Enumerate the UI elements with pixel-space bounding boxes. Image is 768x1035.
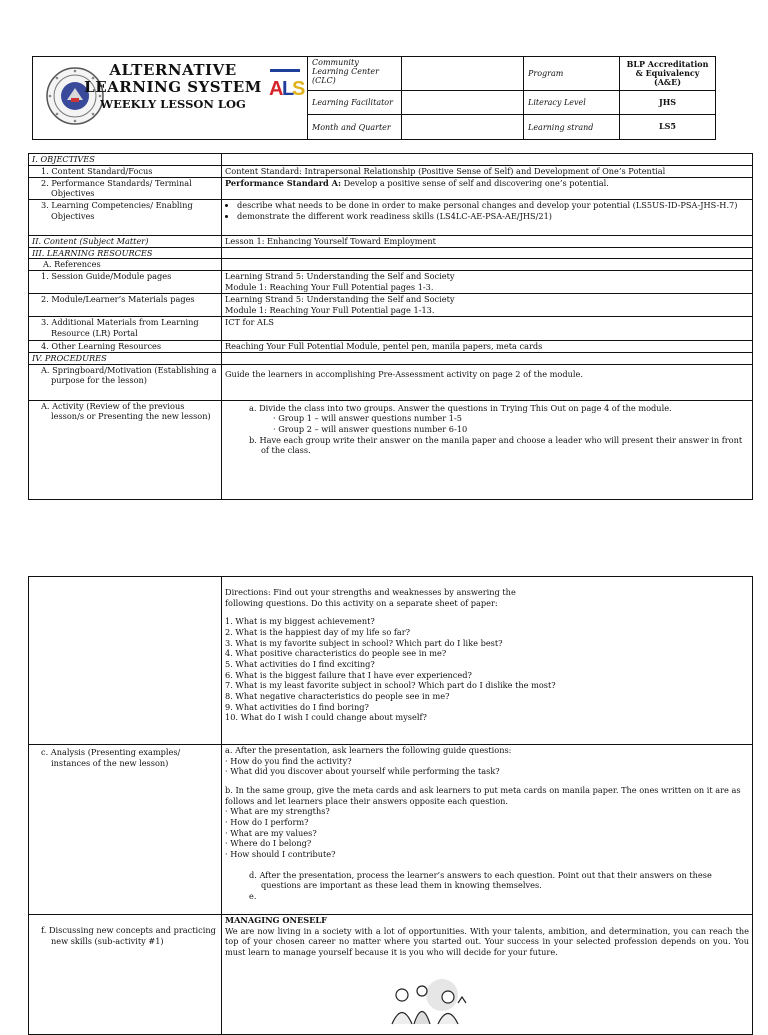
literacy-value[interactable]: JHS bbox=[620, 91, 715, 115]
table-row bbox=[29, 199, 753, 235]
discussing-heading: MANAGING ONESELF bbox=[225, 915, 327, 925]
table-row bbox=[29, 293, 753, 316]
directions-line2: following questions. Do this activity on a separate sheet of paper: bbox=[225, 597, 498, 608]
module-line2: Module 1: Reaching Your Full Potential page 1-13. bbox=[225, 304, 435, 315]
question-item: 10. What do I wish I could change about myself? bbox=[225, 712, 427, 723]
table-row bbox=[29, 577, 753, 745]
als-logo-letter-s: S bbox=[292, 78, 306, 100]
table-row bbox=[29, 270, 753, 293]
performance-standard-text: Develop a positive sense of self and discovering one’s potential. bbox=[340, 177, 609, 188]
table-row bbox=[29, 352, 753, 364]
content-standard-value: Content Standard: Intrapersonal Relationship (Positive Sense of Self) and Development of One’s Potential bbox=[222, 165, 753, 177]
program-label: Program bbox=[524, 57, 620, 91]
table-row bbox=[29, 247, 753, 259]
content-label: II. Content (Subject Matter) bbox=[29, 235, 222, 247]
procedures-blank bbox=[222, 352, 753, 364]
discussing-label: f. Discussing new concepts and practicing new skills (sub-activity #1) bbox=[29, 915, 222, 1035]
header-subtitle: WEEKLY LESSON LOG bbox=[100, 97, 246, 111]
als-logo-letter-a: A bbox=[269, 78, 284, 100]
header-title-line1: ALTERNATIVE bbox=[109, 61, 237, 79]
analysis-item-b: b. In the same group, give the meta cards and ask learners to put meta cards on manila paper. The ones written on it are as follows and let learners place their answers opposite each question. bbox=[225, 784, 741, 806]
strand-label: Learning strand bbox=[524, 115, 620, 139]
activity-item-a: a. Divide the class into two groups. Answer the questions in Trying This Out on page 4 of the module. bbox=[249, 402, 672, 413]
table-row bbox=[29, 235, 753, 247]
springboard-label: A. Springboard/Motivation (Establishing a purpose for the lesson) bbox=[29, 364, 222, 400]
analysis-b-question: · Where do I belong? bbox=[225, 838, 312, 849]
content-standard-label: 1. Content Standard/Focus bbox=[29, 165, 222, 177]
table-row bbox=[29, 165, 753, 177]
other-resources-label: 4. Other Learning Resources bbox=[29, 340, 222, 352]
other-resources-value: Reaching Your Full Potential Module, pentel pen, manila papers, meta cards bbox=[222, 340, 753, 352]
activity-value bbox=[222, 400, 753, 499]
objectives-header: I. OBJECTIVES bbox=[29, 154, 222, 166]
facilitator-value[interactable] bbox=[402, 91, 524, 115]
directions-line1: Directions: Find out your strengths and weaknesses by answering the bbox=[225, 587, 516, 597]
competency-item-1: • describe what needs to be done in order to make personal changes and develop your potential (LS5US-ID-PSA-JHS-H.7) bbox=[237, 200, 749, 211]
analysis-value bbox=[222, 745, 753, 915]
directions-label-blank bbox=[29, 577, 222, 745]
analysis-item-a: a. After the presentation, ask learners the following guide questions: bbox=[225, 745, 512, 755]
question-item: 9. What activities do I find boring? bbox=[225, 701, 369, 712]
activity-label: A. Activity (Review of the previous lesson/s or Presenting the new lesson) bbox=[29, 400, 222, 499]
competencies-label: 3. Learning Competencies/ Enabling Objectives bbox=[29, 199, 222, 235]
resources-blank bbox=[222, 247, 753, 259]
lesson-log-table-1 bbox=[28, 153, 753, 500]
table-row bbox=[29, 177, 753, 199]
session-guide-label: 1. Session Guide/Module pages bbox=[29, 270, 222, 293]
competency-item-2: • demonstrate the different work readiness skills (LS4LC-AE-PSA-AE/JHS/21) bbox=[237, 211, 749, 222]
additional-materials-label: 3. Additional Materials from Learning Resource (LR) Portal bbox=[29, 316, 222, 340]
table-row bbox=[29, 154, 753, 166]
month-value[interactable] bbox=[402, 115, 524, 139]
als-logo-letter-l: L bbox=[282, 78, 295, 100]
header-info-grid bbox=[308, 57, 715, 139]
lesson-log-header bbox=[32, 56, 716, 140]
literacy-label: Literacy Level bbox=[524, 91, 620, 115]
activity-group-2: · Group 2 – will answer questions number 6-10 bbox=[273, 423, 468, 434]
als-logo-icon bbox=[268, 65, 304, 101]
table-row bbox=[29, 745, 753, 915]
table-row bbox=[29, 259, 753, 271]
activity-list bbox=[225, 403, 749, 456]
performance-standard-value bbox=[222, 177, 753, 199]
references-label: A. References bbox=[29, 259, 222, 271]
analysis-a-question: · What did you discover about yourself while performing the task? bbox=[225, 766, 500, 777]
module-label: 2. Module/Learner’s Materials pages bbox=[29, 293, 222, 316]
session-guide-line1: Learning Strand 5: Understanding the Self and Society bbox=[225, 270, 455, 281]
analysis-b-question: · What are my values? bbox=[225, 827, 317, 838]
question-item: 2. What is the happiest day of my life so far? bbox=[225, 626, 411, 637]
springboard-value: Guide the learners in accomplishing Pre-Assessment activity on page 2 of the module. bbox=[222, 364, 753, 400]
lesson-log-table-2 bbox=[28, 576, 753, 1035]
question-item: 6. What is the biggest failure that I have ever experienced? bbox=[225, 669, 472, 680]
activity-group-1: · Group 1 – will answer questions number 1-5 bbox=[273, 413, 462, 424]
discussing-body: We are now living in a society with a lot of opportunities. With your talents, ambition, and determination, you can reach the top of your chosen career no matter where you started out. Your success in your selected profession depends on you. You must learn to manage yourself because it is you who will decide for your future. bbox=[225, 925, 749, 957]
people-illustration-icon bbox=[362, 981, 480, 1024]
table-row bbox=[29, 316, 753, 340]
module-value bbox=[222, 293, 753, 316]
analysis-b-question: · How do I perform? bbox=[225, 816, 309, 827]
clc-label: Community Learning Center (CLC) bbox=[308, 57, 402, 91]
resources-label: III. LEARNING RESOURCES bbox=[29, 247, 222, 259]
question-item: 8. What negative characteristics do people see in me? bbox=[225, 690, 450, 701]
content-value: Lesson 1: Enhancing Yourself Toward Employment bbox=[222, 235, 753, 247]
analysis-b-question: · What are my strengths? bbox=[225, 806, 330, 817]
clc-value[interactable] bbox=[402, 57, 524, 91]
question-item: 4. What positive characteristics do people see in me? bbox=[225, 648, 447, 659]
additional-materials-value: ICT for ALS bbox=[222, 316, 753, 340]
competencies-list bbox=[225, 200, 749, 221]
question-item: 5. What activities do I find exciting? bbox=[225, 658, 375, 669]
performance-standard-bold: Performance Standard A: bbox=[225, 177, 341, 188]
header-title-line2: LEARNING SYSTEM bbox=[84, 78, 262, 96]
analysis-item-e: e. bbox=[249, 890, 257, 901]
analysis-label: c. Analysis (Presenting examples/ instances of the new lesson) bbox=[29, 745, 222, 915]
discussing-value bbox=[222, 915, 753, 1035]
session-guide-value bbox=[222, 270, 753, 293]
objectives-blank bbox=[222, 154, 753, 166]
procedures-label: IV. PROCEDURES bbox=[29, 352, 222, 364]
module-line1: Learning Strand 5: Understanding the Self and Society bbox=[225, 293, 455, 304]
performance-standard-label: 2. Performance Standards/ Terminal Objectives bbox=[29, 177, 222, 199]
strand-value[interactable]: LS5 bbox=[659, 121, 676, 132]
references-blank bbox=[222, 259, 753, 271]
analysis-a-question: · How do you find the activity? bbox=[225, 755, 352, 766]
table-row bbox=[29, 400, 753, 499]
question-item: 7. What is my least favorite subject in school? Which part do I dislike the most? bbox=[225, 680, 556, 691]
analysis-item-d: d. After the presentation, process the learner’s answers to each question. Point out that their answers on these questions are important as these lead them in knowing themselves. bbox=[249, 869, 712, 891]
question-item: 3. What is my favorite subject in school? Which part do I like best? bbox=[225, 637, 503, 648]
facilitator-label: Learning Facilitator bbox=[308, 91, 402, 115]
table-row bbox=[29, 364, 753, 400]
program-value[interactable]: BLP Accreditation & Equivalency (A&E) bbox=[620, 57, 715, 91]
analysis-b-question: · How should I contribute? bbox=[225, 848, 336, 859]
session-guide-line2: Module 1: Reaching Your Full Potential pages 1-3. bbox=[225, 281, 434, 292]
question-item: 1. What is my biggest achievement? bbox=[225, 616, 375, 627]
analysis-list-d bbox=[225, 870, 749, 902]
competencies-value bbox=[222, 199, 753, 235]
header-title-block bbox=[33, 57, 308, 139]
month-label: Month and Quarter bbox=[308, 115, 402, 139]
activity-item-b: b. Have each group write their answer on the manila paper and choose a leader who will present their answer in front of the class. bbox=[249, 434, 743, 456]
directions-value bbox=[222, 577, 753, 745]
table-row bbox=[29, 340, 753, 352]
